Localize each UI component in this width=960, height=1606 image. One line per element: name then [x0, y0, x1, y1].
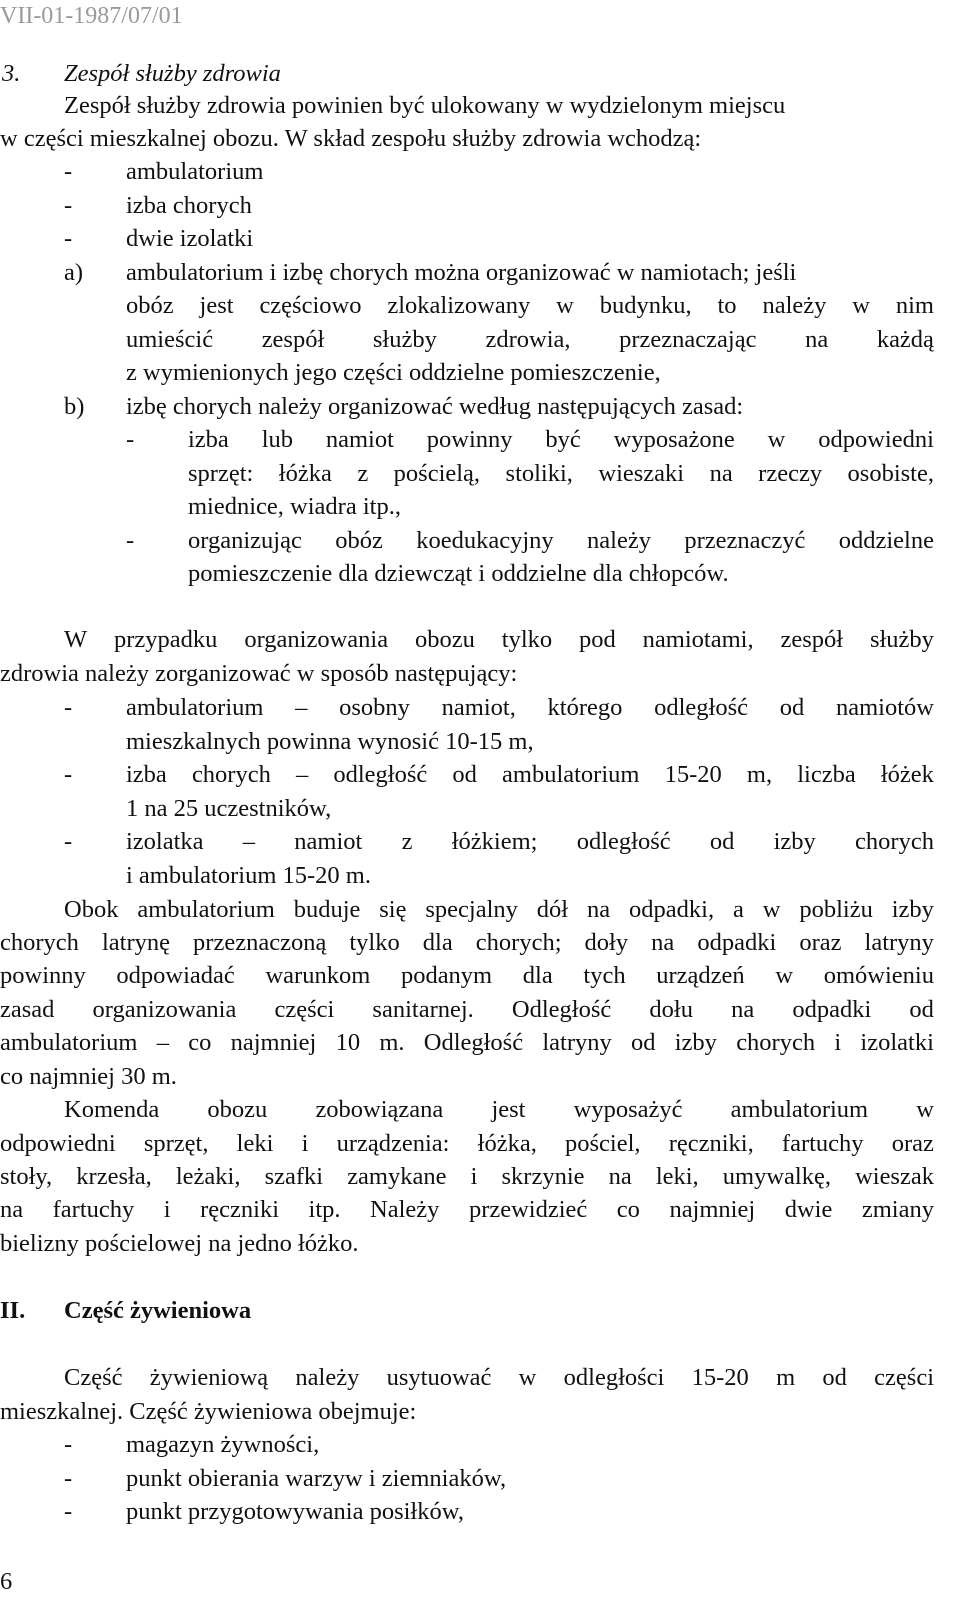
paragraph-line: chorych latrynę przeznaczoną tylko dla chorych; doły na odpadki oraz latryny — [0, 929, 934, 956]
paragraph-line: izbę chorych należy organizować według następujących zasad: — [126, 393, 744, 420]
paragraph-line: Zespół służby zdrowia powinien być ulokowany w wydzielonym miejscu — [64, 92, 786, 119]
list-dash: - — [64, 1498, 73, 1525]
paragraph-line: izolatka – namiot z łóżkiem; odległość od izby chorych — [126, 828, 934, 855]
paragraph-line: mieszkalnej. Część żywieniowa obejmuje: — [0, 1398, 417, 1425]
paragraph-line: organizując obóz koedukacyjny należy przeznaczyć oddzielne — [188, 527, 934, 554]
paragraph-line: W przypadku organizowania obozu tylko pod namiotami, zespół służby — [64, 626, 934, 653]
paragraph-line: zasad organizowania części sanitarnej. Odległość dołu na odpadki od — [0, 996, 934, 1023]
list-item: punkt przygotowywania posiłków, — [126, 1498, 464, 1525]
list-dash: - — [64, 828, 73, 855]
paragraph-line: z wymienionych jego części oddzielne pomieszczenie, — [126, 359, 661, 386]
paragraph-line: Część żywieniową należy usytuować w odległości 15-20 m od części — [64, 1364, 934, 1391]
paragraph-line: izba lub namiot powinny być wyposażone w odpowiedni — [188, 426, 934, 453]
section-number: II. — [0, 1297, 26, 1324]
list-dash: - — [126, 527, 135, 554]
paragraph-line: Komenda obozu zobowiązana jest wyposażyć ambulatorium w — [64, 1096, 934, 1123]
section-number: 3. — [2, 60, 21, 87]
paragraph-line: 1 na 25 uczestników, — [126, 795, 332, 822]
section-title: Zespół służby zdrowia — [64, 60, 281, 87]
paragraph-line: mieszkalnych powinna wynosić 10-15 m, — [126, 728, 534, 755]
paragraph-line: Obok ambulatorium buduje się specjalny dół na odpadki, a w pobliżu izby — [64, 896, 934, 923]
list-dash: - — [64, 192, 73, 219]
paragraph-line: miednice, wiadra itp., — [188, 493, 401, 520]
list-dash: - — [64, 1465, 73, 1492]
paragraph-line: co najmniej 30 m. — [0, 1063, 177, 1090]
list-item: dwie izolatki — [126, 225, 254, 252]
list-dash: - — [64, 158, 73, 185]
section-title: Część żywieniowa — [64, 1297, 252, 1324]
list-dash: - — [64, 1431, 73, 1458]
list-item: izba chorych — [126, 192, 252, 219]
item-marker: a) — [64, 259, 84, 286]
paragraph-line: ambulatorium – co najmniej 10 m. Odległość latryny od izby chorych i izolatki — [0, 1029, 934, 1056]
paragraph-line: powinny odpowiadać warunkom podanym dla tych urządzeń w omówieniu — [0, 962, 934, 989]
page-number: 6 — [0, 1568, 13, 1595]
paragraph-line: stoły, krzesła, leżaki, szafki zamykane i skrzynie na leki, umywalkę, wieszak — [0, 1163, 934, 1190]
paragraph-line: sprzęt: łóżka z pościelą, stoliki, wieszaki na rzeczy osobiste, — [188, 460, 934, 487]
paragraph-line: ambulatorium i izbę chorych można organizować w namiotach; jeśli — [126, 259, 797, 286]
paragraph-line: zdrowia należy zorganizować w sposób następujący: — [0, 660, 518, 687]
list-dash: - — [64, 694, 73, 721]
paragraph-line: pomieszczenie dla dziewcząt i oddzielne dla chłopców. — [188, 560, 729, 587]
paragraph-line: bielizny pościelowej na jedno łóżko. — [0, 1230, 359, 1257]
list-item: magazyn żywności, — [126, 1431, 320, 1458]
paragraph-line: umieścić zespół służby zdrowia, przeznaczając na każdą — [126, 326, 934, 353]
item-marker: b) — [64, 393, 85, 420]
list-dash: - — [64, 225, 73, 252]
paragraph-line: w części mieszkalnej obozu. W skład zespołu służby zdrowia wchodzą: — [0, 125, 702, 152]
document-code: VII-01-1987/07/01 — [0, 3, 183, 29]
list-item: ambulatorium — [126, 158, 264, 185]
list-dash: - — [126, 426, 135, 453]
paragraph-line: odpowiedni sprzęt, leki i urządzenia: łóżka, pościel, ręczniki, fartuchy oraz — [0, 1130, 934, 1157]
paragraph-line: ambulatorium – osobny namiot, którego odległość od namiotów — [126, 694, 934, 721]
list-dash: - — [64, 761, 73, 788]
paragraph-line: obóz jest częściowo zlokalizowany w budynku, to należy w nim — [126, 292, 934, 319]
list-item: punkt obierania warzyw i ziemniaków, — [126, 1465, 507, 1492]
paragraph-line: i ambulatorium 15-20 m. — [126, 862, 371, 889]
paragraph-line: izba chorych – odległość od ambulatorium 15-20 m, liczba łóżek — [126, 761, 934, 788]
paragraph-line: na fartuchy i ręczniki itp. Należy przewidzieć co najmniej dwie zmiany — [0, 1196, 934, 1223]
